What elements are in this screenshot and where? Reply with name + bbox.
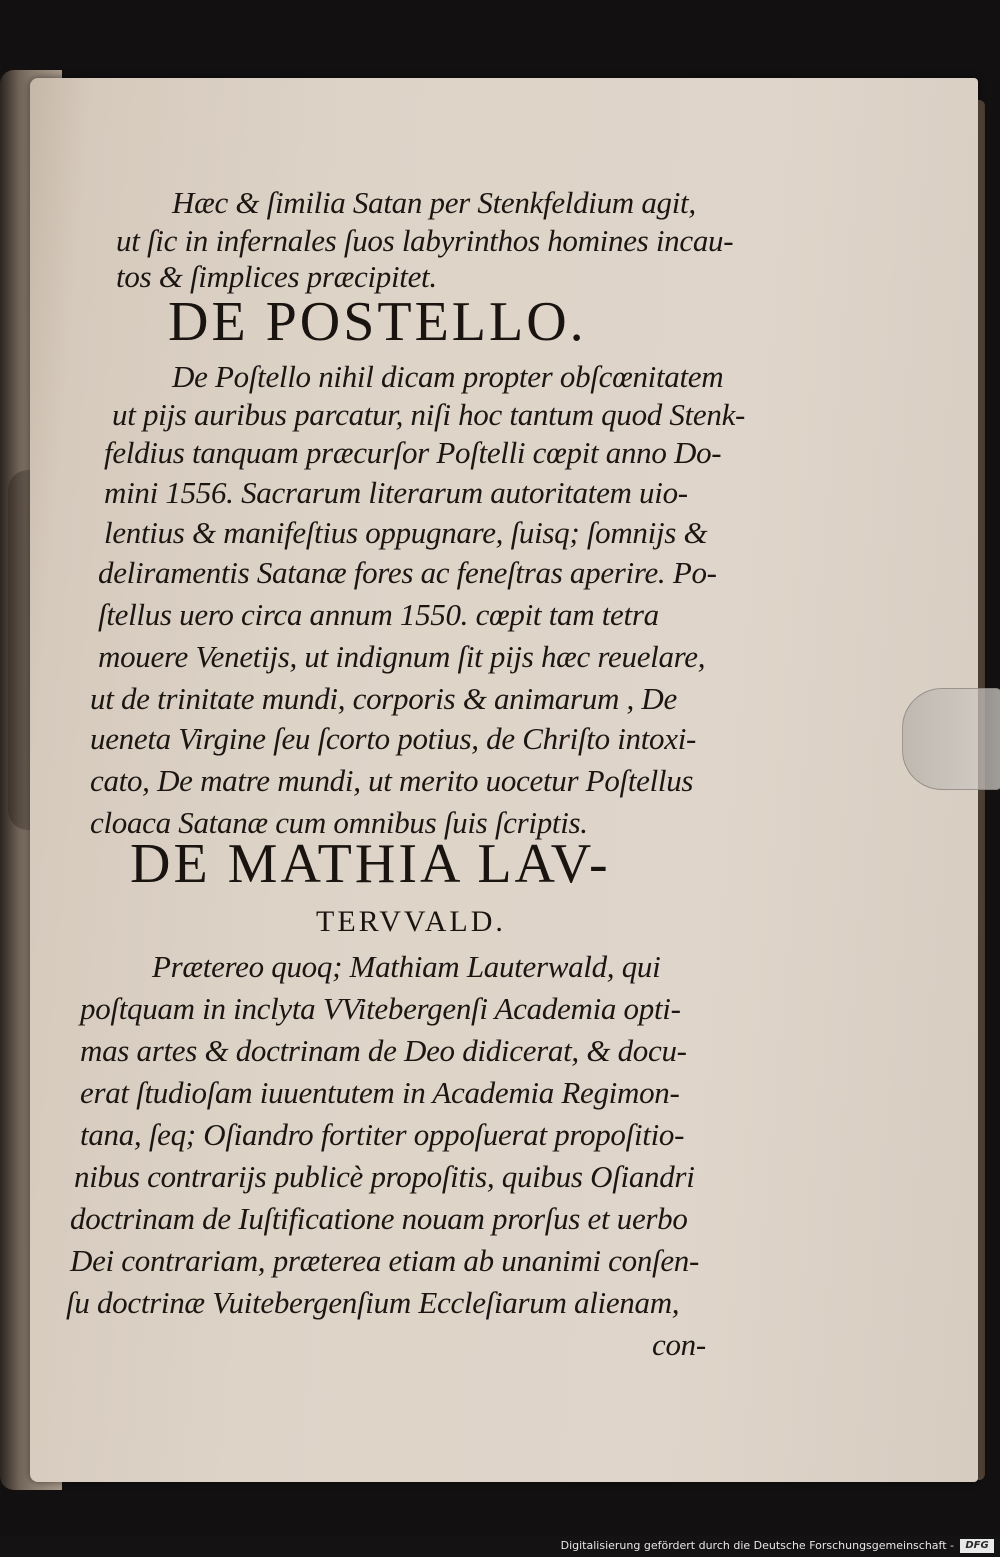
catchword: con-: [652, 1327, 706, 1362]
text-line: ueneta Virgine ſeu ſcorto potius, de Chriſto intoxi-: [90, 721, 697, 756]
text-line: ſu doctrinæ Vuitebergenſium Eccleſiarum alienam,: [66, 1285, 680, 1320]
section-heading-continued: TERVVALD.: [316, 905, 506, 938]
text-line: mini 1556. Sacrarum literarum autoritatem uio-: [104, 475, 688, 510]
text-line: Prætereo quoq; Mathiam Lauterwald, qui: [152, 949, 661, 984]
text-line: tana, ſeq; Oſiandro fortiter oppoſuerat propoſitio-: [80, 1117, 685, 1152]
section-heading: DE MATHIA LAV-: [130, 833, 611, 895]
text-line: mouere Venetijs, ut indignum ſit pijs hæc reuelare,: [98, 639, 706, 674]
text-line: cato, De matre mundi, ut merito uocetur Poſtellus: [90, 763, 694, 798]
dfg-logo: DFG: [960, 1539, 994, 1553]
section-heading: DE POSTELLO.: [168, 291, 587, 353]
text-line: ut ſic in infernales ſuos labyrinthos homines incau-: [116, 223, 734, 258]
text-line: nibus contrarijs publicè propoſitis, quibus Oſiandri: [74, 1159, 695, 1194]
text-line: Hæc & ſimilia Satan per Stenkfeldium agit,: [172, 185, 696, 220]
text-line: De Poſtello nihil dicam propter obſcœnitatem: [172, 359, 724, 394]
text-line: feldius tanquam præcurſor Poſtelli cœpit anno Do-: [104, 435, 722, 470]
text-line: ut de trinitate mundi, corporis & animarum , De: [90, 681, 677, 716]
text-line: Dei contrariam, præterea etiam ab unanimi conſen-: [70, 1243, 700, 1278]
text-line: deliramentis Satanæ fores ac feneſtras aperire. Po-: [98, 555, 717, 590]
text-line: ſtellus uero circa annum 1550. cœpit tam tetra: [98, 597, 659, 632]
text-line: lentius & manifeſtius oppugnare, ſuisq; ſomnijs &: [104, 515, 708, 550]
text-line: doctrinam de Iuſtificatione nouam prorſus et uerbo: [70, 1201, 688, 1236]
text-line: ut pijs auribus parcatur, niſi hoc tantum quod Stenk-: [112, 397, 746, 432]
text-line: tos & ſimplices præcipitet.: [116, 259, 437, 294]
footer-bar: [0, 1536, 1000, 1557]
text-line: cloaca Satanæ cum omnibus ſuis ſcriptis.: [90, 805, 588, 840]
text-line: mas artes & doctrinam de Deo didicerat, & docu-: [80, 1033, 687, 1068]
text-line: poſtquam in inclyta VVitebergenſi Academia opti-: [80, 991, 681, 1026]
footer-credit: Digitalisierung gefördert durch die Deutsche Forschungsgemeinschaft -: [560, 1539, 954, 1552]
text-line: erat ſtudioſam iuuentutem in Academia Regimon-: [80, 1075, 680, 1110]
